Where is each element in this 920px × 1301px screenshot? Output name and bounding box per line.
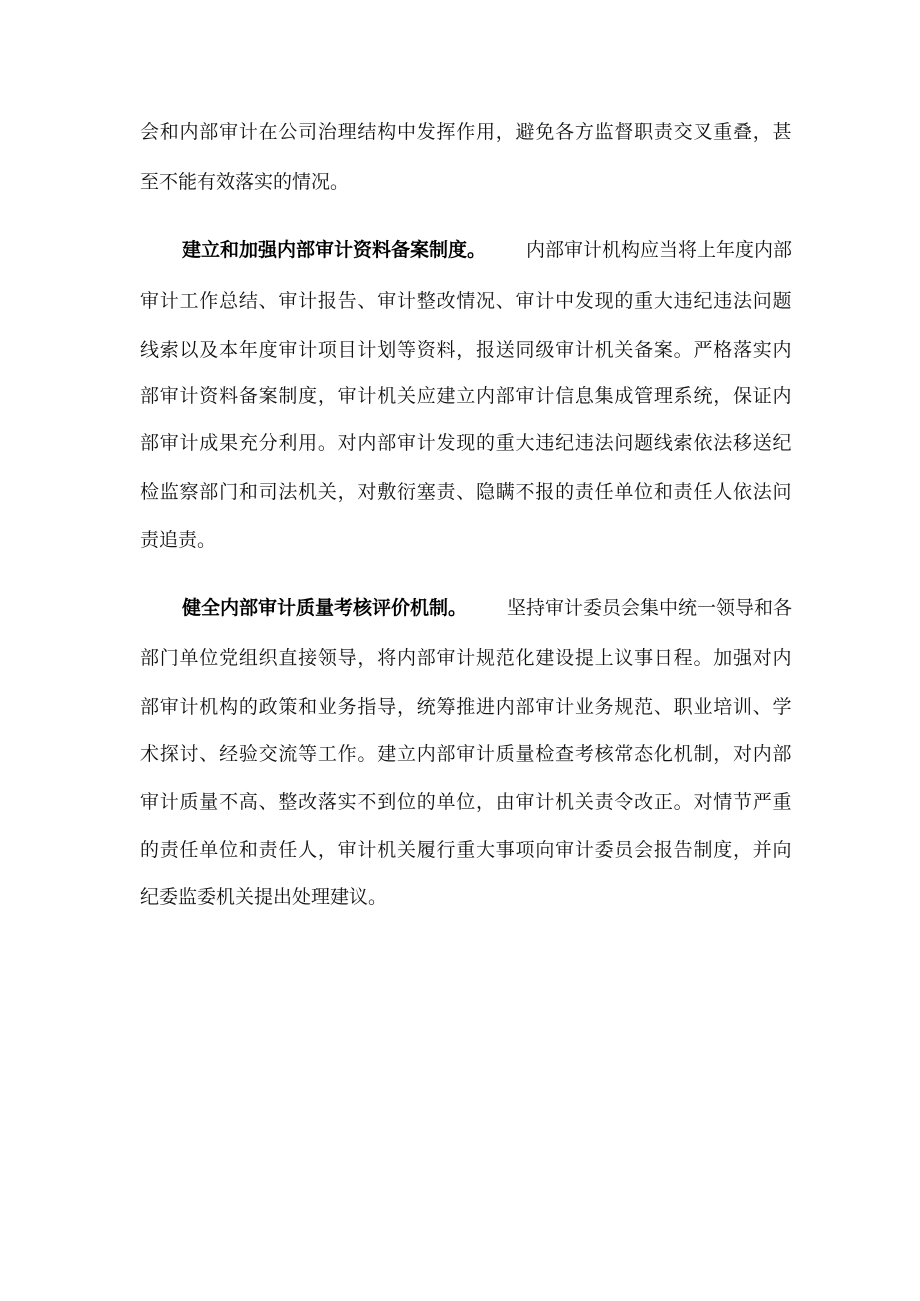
paragraph-2-line-6: 检 监 察 部 门 和 司 法 机 关 ， 对 敷 衍 塞 责 、 隐 瞒 不 报 的 责 任 单 位 和 责 任 人 依 法 问: [140, 481, 792, 503]
paragraph-1-line-1: 会 和 内 部 审 计 在 公 司 治 理 结 构 中 发 挥 作 用 ， 避 免 各 方 监 督 职 责 交 叉 重 叠 ， 甚: [140, 121, 792, 143]
paragraph-3-line-2: 部 门 单 位 党 组 织 直 接 领 导 ， 将 内 部 审 计 规 范 化 建 设 提 上 议 事 日 程 。 加 强 对 内: [140, 647, 792, 669]
paragraph-2-line-1-text: 内部审计机构应当将上年度内部: [525, 239, 792, 261]
paragraph-3-line-1: [182, 597, 792, 619]
paragraph-3-line-6: 的 责 任 单 位 和 责 任 人 ， 审 计 机 关 履 行 重 大 事 项 向 审 计 委 员 会 报 告 制 度 ， 并 向: [140, 839, 792, 861]
paragraph-2-line-4: 部 审 计 资 料 备 案 制 度 ， 审 计 机 关 应 建 立 内 部 审 计 信 息 集 成 管 理 系 统 ， 保 证 内: [140, 385, 792, 407]
paragraph-3-line-4: 术 探 讨 、 经 验 交 流 等 工 作 。 建 立 内 部 审 计 质 量 检 查 考 核 常 态 化 机 制 ， 对 内 部: [140, 743, 792, 765]
paragraph-1-line-2: 至不能有效落实的情况。: [140, 171, 350, 193]
paragraph-2-line-1: [182, 239, 792, 261]
paragraph-3-line-7: 纪委监委机关提出处理建议。: [140, 886, 388, 908]
paragraph-3-line-1-text: 坚持审计委员会集中统一领导和各: [506, 597, 792, 619]
paragraph-2-line-2: 审 计 工 作 总 结 、 审 计 报 告 、 审 计 整 改 情 况 、 审 计 中 发 现 的 重 大 违 纪 违 法 问 题: [140, 290, 792, 312]
paragraph-3-line-5: 审 计 质 量 不 高 、 整 改 落 实 不 到 位 的 单 位 ， 由 审 计 机 关 责 令 改 正 。 对 情 节 严 重: [140, 791, 792, 813]
paragraph-2-line-3: 线 索 以 及 本 年 度 审 计 项 目 计 划 等 资 料 ， 报 送 同 级 审 计 机 关 备 案 。 严 格 落 实 内: [140, 339, 792, 361]
paragraph-3-heading: 健全内部审计质量考核评价机制。: [182, 597, 468, 619]
paragraph-2-line-5: 部 审 计 成 果 充 分 利 用 。 对 内 部 审 计 发 现 的 重 大 违 纪 违 法 问 题 线 索 依 法 移 送 纪: [140, 432, 792, 454]
paragraph-3-line-3: 部 审 计 机 构 的 政 策 和 业 务 指 导 ， 统 筹 推 进 内 部 审 计 业 务 规 范 、 职 业 培 训 、 学: [140, 696, 792, 718]
paragraph-2-heading: 建立和加强内部审计资料备案制度。: [182, 239, 487, 261]
paragraph-2-line-7: 责追责。: [140, 529, 217, 551]
